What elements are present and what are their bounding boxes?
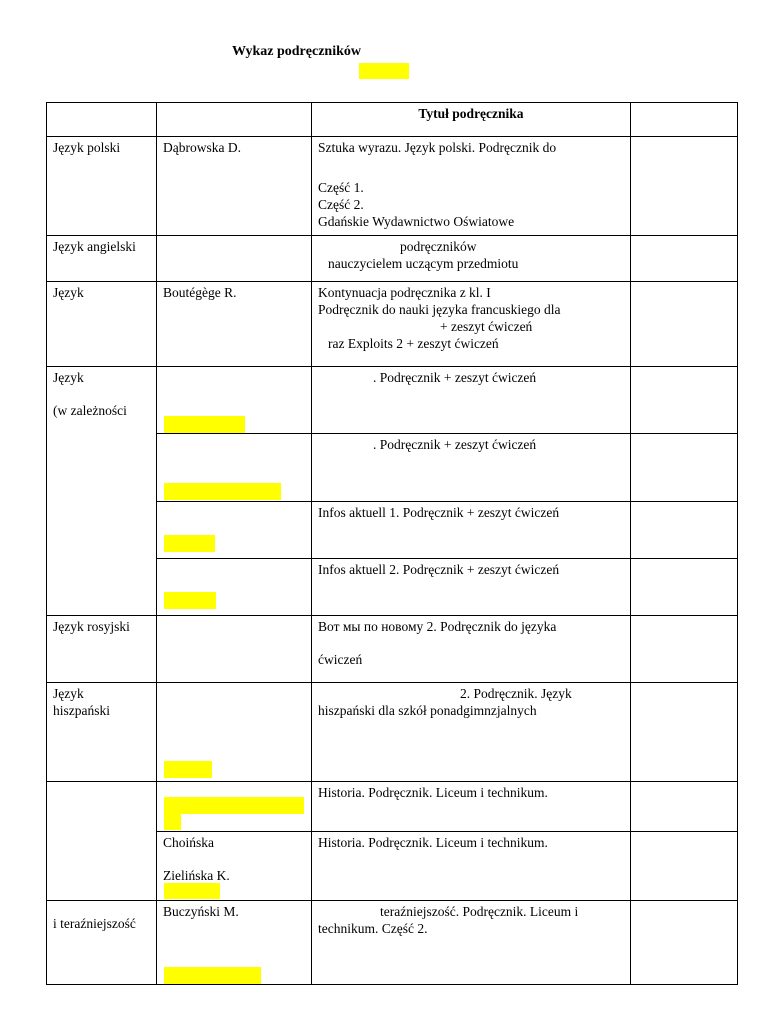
title-cell: podręczników nauczycielem uczącym przedmiotu [312,236,631,282]
author-cell [157,367,312,434]
title-cell: . Podręcznik + zeszyt ćwiczeń [312,434,631,502]
highlight-mark [164,797,304,814]
notes-cell [631,367,738,434]
title-cell: Historia. Podręcznik. Liceum i technikum. [312,782,631,832]
subject-cell: Język hiszpański [47,683,157,782]
notes-cell [631,236,738,282]
notes-cell [631,137,738,236]
subject-cell [47,782,157,901]
author-cell: Buczyński M. [157,901,312,985]
notes-cell [631,559,738,616]
highlight-mark [164,967,261,984]
notes-cell [631,683,738,782]
notes-cell [631,502,738,559]
notes-cell [631,832,738,901]
author-cell: Dąbrowska D. [157,137,312,236]
subject-cell: Język (w zależności [47,367,157,616]
title-cell: Historia. Podręcznik. Liceum i technikum. [312,832,631,901]
author-cell [157,616,312,683]
table-header-row [47,103,738,137]
title-cell: Kontynuacja podręcznika z kl. I Podręcznik do nauki języka francuskiego dla + zeszyt ćwiczeń raz Exploits 2 + zeszyt ćwiczeń [312,282,631,367]
table-row [47,282,738,367]
header-cell-author [157,103,312,137]
table-row [47,683,738,782]
title-cell: Infos aktuell 2. Podręcznik + zeszyt ćwiczeń [312,559,631,616]
table-row [47,137,738,236]
document-title: Wykaz podręczników [232,44,361,59]
table-row [47,901,738,985]
header-cell-title: Tytuł podręcznika [312,103,631,137]
author-cell [157,502,312,559]
title-cell: Infos aktuell 1. Podręcznik + zeszyt ćwiczeń [312,502,631,559]
table-row [47,782,738,832]
textbook-table [46,102,738,985]
notes-cell [631,282,738,367]
highlight-mark [164,535,215,552]
title-cell: . Podręcznik + zeszyt ćwiczeń [312,367,631,434]
title-cell: 2. Podręcznik. Język hiszpański dla szkół ponadgimnzjalnych [312,683,631,782]
title-cell: Вот мы по новому 2. Podręcznik do języka ćwiczeń [312,616,631,683]
author-cell: Choińska Zielińska K. [157,832,312,901]
notes-cell [631,616,738,683]
author-cell [157,559,312,616]
table-row [47,236,738,282]
subject-cell: Język polski [47,137,157,236]
header-cell-subject [47,103,157,137]
notes-cell [631,782,738,832]
subject-cell: Język [47,282,157,367]
highlight-mark [164,761,212,778]
highlight-mark [164,483,281,500]
highlight-mark [164,592,216,609]
table-row [47,367,738,434]
header-cell-notes [631,103,738,137]
highlight-mark [164,416,245,433]
author-cell [157,782,312,832]
author-cell [157,236,312,282]
highlight-mark [164,883,220,899]
subject-cell: i teraźniejszość [47,901,157,985]
author-cell [157,434,312,502]
notes-cell [631,434,738,502]
author-cell: Boutégège R. [157,282,312,367]
subject-cell: Język rosyjski [47,616,157,683]
author-cell [157,683,312,782]
table-row [47,616,738,683]
title-cell: teraźniejszość. Podręcznik. Liceum i technikum. Część 2. [312,901,631,985]
highlight-mark [359,63,409,79]
notes-cell [631,901,738,985]
subject-cell: Język angielski [47,236,157,282]
title-cell: Sztuka wyrazu. Język polski. Podręcznik do Część 1. Część 2. Gdańskie Wydawnictwo Oświatowe [312,137,631,236]
highlight-mark [164,814,181,830]
